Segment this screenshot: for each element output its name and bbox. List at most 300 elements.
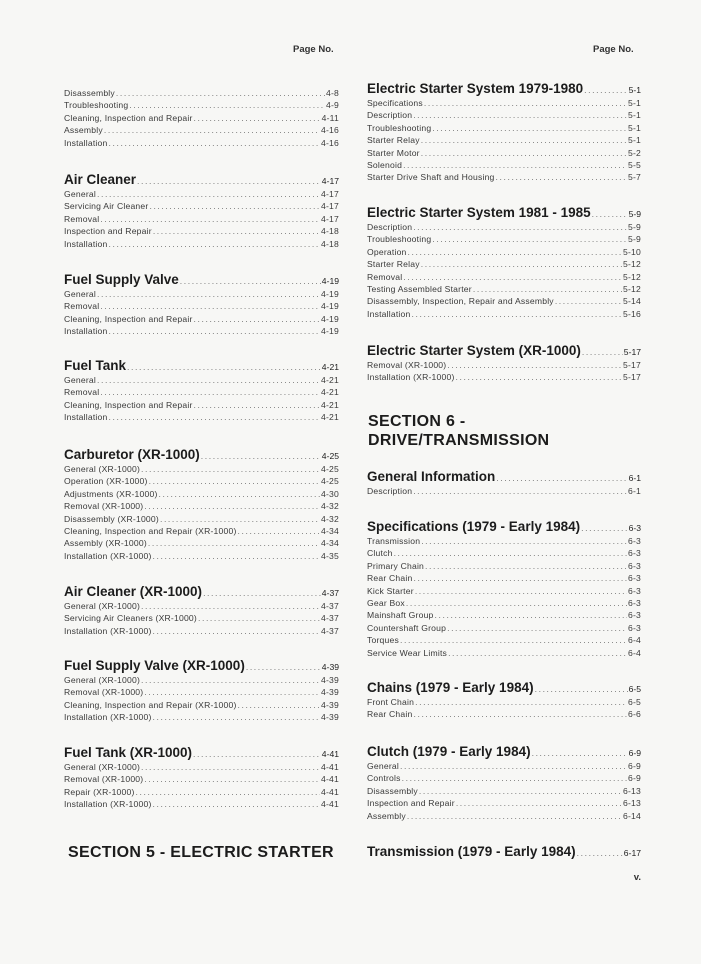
toc-entry[interactable] [367,635,641,647]
toc-entry[interactable] [64,226,339,238]
dot-leader [415,586,627,596]
toc-heading[interactable] [367,205,641,222]
toc-heading-page: 4-37 [321,588,339,598]
toc-entry-page: 4-37 [320,601,339,611]
toc-entry-label: Troubleshooting [367,122,432,133]
dot-leader [448,648,627,658]
toc-entry-label: Removal [367,271,403,282]
toc-entry-label: General [64,189,96,199]
dot-leader [238,526,320,536]
toc-heading-page: 6-3 [628,523,641,533]
toc-entry[interactable] [367,123,641,135]
dot-leader [141,675,320,685]
toc-entry-label: Testing Assembled Starter [367,283,472,294]
toc-entry-label: General [64,375,96,385]
toc-entry[interactable] [64,601,339,613]
toc-entry-page: 4-41 [320,799,339,810]
toc-heading[interactable] [64,658,339,675]
toc-group [64,447,339,563]
toc-entry[interactable] [367,135,641,147]
toc-heading[interactable] [367,844,641,861]
toc-heading[interactable] [367,469,641,486]
toc-entry[interactable] [64,314,339,326]
toc-entry[interactable] [367,259,641,271]
dot-leader [419,786,622,796]
toc-entry-page: 4-30 [320,488,339,499]
dot-leader [408,247,622,257]
toc-entry[interactable] [64,301,339,313]
dot-leader [149,201,320,211]
dot-leader [555,296,622,306]
toc-entry-page: 4-39 [320,687,339,698]
toc-heading[interactable] [64,358,339,375]
dot-leader [159,489,320,499]
toc-group [367,469,641,498]
toc-entry-page: 6-4 [627,647,641,658]
toc-entry-label: Rear Chain [367,573,413,584]
toc-entry-label: Controls [367,773,401,784]
toc-heading-title: Fuel Tank [64,358,127,373]
toc-entry-label: Rear Chain [367,709,413,720]
toc-entry-label: Installation [64,326,108,337]
toc-entry-page: 4-17 [320,189,339,199]
toc-entry-label: Servicing Air Cleaner [64,201,149,212]
toc-heading-title: Air Cleaner [64,172,137,187]
toc-heading-page: 5-9 [628,209,641,219]
dot-leader [238,700,320,710]
toc-entry[interactable] [64,489,339,501]
toc-entry[interactable] [64,799,339,811]
toc-entry[interactable] [64,613,339,625]
toc-entry-label: Cleaning, Inspection and Repair [64,399,193,410]
toc-entry[interactable] [64,100,339,112]
page-no-header-right: Page No. [593,44,634,55]
toc-entry-label: Removal (XR-1000) [64,774,144,785]
toc-entry[interactable] [64,626,339,638]
toc-entry[interactable] [64,712,339,724]
toc-entry[interactable] [367,309,641,321]
dot-leader [180,276,321,286]
toc-entry[interactable] [367,798,641,810]
toc-entry-label: Disassembly, Inspection, Repair and Assembly [367,296,554,307]
toc-entry[interactable] [64,551,339,563]
dot-leader [246,662,321,672]
dot-leader [432,123,627,133]
dot-leader [100,301,320,311]
toc-entry-label: Starter Relay [367,259,420,270]
dot-leader [432,234,627,244]
toc-entry-label: Starter Drive Shaft and Housing [367,172,495,183]
toc-entry[interactable] [64,214,339,226]
dot-leader [424,98,627,108]
dot-leader [104,125,320,135]
dot-leader [400,761,627,771]
toc-entry[interactable] [367,623,641,635]
section-6-title [368,412,549,450]
toc-entry[interactable] [64,138,339,150]
toc-entry[interactable] [64,538,339,550]
toc-entry-page: 5-1 [627,98,641,108]
toc-entry[interactable] [64,762,339,774]
toc-entry-page: 4-19 [320,289,339,299]
toc-entry-page: 5-17 [622,372,641,383]
toc-entry-page: 5-14 [622,296,641,307]
toc-entry-page: 6-9 [627,773,641,784]
dot-leader [194,113,321,123]
toc-entry-label: Adjustments (XR-1000) [64,488,158,499]
toc-heading-page: 4-39 [321,662,339,672]
toc-entry-label: Specifications [367,98,423,108]
toc-entry[interactable] [64,239,339,251]
dot-leader [153,551,320,561]
toc-group [367,519,641,660]
toc-entry-label: Mainshaft Group [367,610,434,621]
toc-entry[interactable] [64,125,339,137]
dot-leader [129,100,325,110]
toc-entry-page: 4-11 [321,112,339,123]
toc-heading-title: Fuel Tank (XR-1000) [64,745,193,760]
toc-entry-label: Assembly (XR-1000) [64,538,147,549]
toc-entry-page: 4-41 [320,762,339,772]
toc-entry-label: Starter Relay [367,135,420,146]
toc-entry-label: Service Wear Limits [367,647,448,658]
toc-entry-page: 5-1 [627,135,641,146]
toc-entry[interactable] [367,98,641,110]
toc-entry-label: Disassembly [64,88,115,98]
toc-entry[interactable] [367,561,641,573]
toc-entry-page: 5-10 [622,246,641,257]
toc-entry-page: 5-5 [627,159,641,170]
dot-leader [413,573,627,583]
toc-entry-label: Troubleshooting [367,234,432,245]
toc-entry-label: Cleaning, Inspection and Repair (XR-1000) [64,699,237,710]
toc-heading[interactable] [64,584,339,601]
toc-entry-page: 4-19 [320,301,339,312]
toc-entry-page: 4-17 [320,213,339,224]
toc-entry-page: 4-39 [320,675,339,685]
toc-heading[interactable] [367,680,641,697]
toc-heading-title: Transmission (1979 - Early 1984) [367,844,576,859]
toc-group [367,343,641,385]
toc-entry-page: 4-18 [320,238,339,249]
toc-entry[interactable] [367,148,641,160]
toc-entry[interactable] [64,326,339,338]
toc-entry-page: 6-13 [622,798,641,809]
dot-leader [97,189,320,199]
toc-heading[interactable] [64,172,339,189]
dot-leader [413,110,627,120]
toc-entry-label: Removal [64,387,100,398]
toc-entry-label: Cleaning, Inspection and Repair [64,313,193,324]
dot-leader [535,684,628,694]
dot-leader [194,400,320,410]
toc-entry-label: Installation (XR-1000) [64,550,152,561]
toc-group [367,680,641,722]
dot-leader [109,239,320,249]
toc-heading-page: 4-21 [321,362,339,372]
toc-entry-label: Installation (XR-1000) [64,712,152,723]
toc-entry[interactable] [367,284,641,296]
toc-entry-label: Installation [64,412,108,423]
toc-heading-page: 6-9 [628,748,641,758]
toc-entry-page: 4-41 [320,774,339,785]
toc-entry-label: Assembly [64,125,103,136]
toc-heading[interactable] [64,272,339,289]
dot-leader [148,538,320,548]
toc-heading[interactable] [64,447,339,464]
toc-entry[interactable] [367,486,641,498]
toc-heading-title: Electric Starter System 1981 - 1985 [367,205,591,220]
toc-entry[interactable] [64,189,339,201]
toc-entry-page: 6-3 [627,573,641,584]
toc-entry-page: 4-21 [320,375,339,385]
toc-heading[interactable] [367,343,641,360]
toc-group [64,172,339,251]
toc-entry-label: Troubleshooting [64,100,129,111]
toc-entry[interactable] [64,774,339,786]
toc-entry[interactable] [64,700,339,712]
toc-entry-label: Assembly [367,810,406,821]
toc-entry-page: 6-6 [627,709,641,720]
toc-entry[interactable] [367,697,641,709]
toc-entry-page: 4-21 [320,412,339,423]
dot-leader [447,623,627,633]
toc-entry-page: 6-4 [627,635,641,646]
dot-leader [153,799,320,809]
toc-entry[interactable] [367,234,641,246]
toc-entry-page: 4-16 [320,125,339,136]
toc-entry-label: Removal (XR-1000) [64,687,144,698]
right-toc-column [367,0,641,964]
toc-group [367,744,641,823]
toc-group [64,272,339,339]
dot-leader [198,613,320,623]
left-toc-column [64,0,339,964]
toc-entry[interactable] [367,372,641,384]
toc-entry-page: 5-9 [627,222,641,232]
toc-entry[interactable] [367,272,641,284]
toc-entry-page: 5-1 [627,110,641,121]
toc-heading-page: 4-25 [321,451,339,461]
toc-entry[interactable] [367,160,641,172]
toc-group [64,88,339,150]
toc-heading[interactable] [367,744,641,761]
toc-heading-title: Fuel Supply Valve [64,272,179,287]
toc-entry-label: Primary Chain [367,560,425,571]
dot-leader [456,372,622,382]
toc-entry[interactable] [367,773,641,785]
dot-leader [144,687,320,697]
toc-entry[interactable] [367,598,641,610]
dot-leader [577,848,623,858]
toc-heading-page: 6-17 [623,848,641,858]
dot-leader [584,85,627,95]
toc-entry[interactable] [64,88,339,100]
dot-leader [415,697,627,707]
toc-entry-label: General (XR-1000) [64,675,141,685]
toc-entry-label: Kick Starter [367,585,414,596]
toc-heading-title: Chains (1979 - Early 1984) [367,680,534,695]
dot-leader [201,451,321,461]
toc-entry-page: 4-17 [320,201,339,212]
toc-entry-page: 5-12 [622,271,641,282]
toc-entry-label: Inspection and Repair [367,798,455,809]
toc-entry[interactable] [64,201,339,213]
toc-entry[interactable] [64,526,339,538]
toc-entry[interactable] [64,387,339,399]
dot-leader [193,749,321,759]
toc-entry[interactable] [367,360,641,372]
toc-entry-page: 4-19 [320,313,339,324]
dot-leader [153,226,320,236]
dot-leader [149,476,320,486]
toc-entry[interactable] [64,501,339,513]
toc-entry-label: General (XR-1000) [64,601,141,611]
dot-leader [421,148,627,158]
toc-entry[interactable] [367,786,641,798]
toc-entry-page: 5-17 [622,360,641,370]
dot-leader [496,172,627,182]
toc-entry-page: 4-35 [320,550,339,561]
toc-entry[interactable] [367,172,641,184]
toc-entry-page: 4-39 [320,699,339,710]
toc-entry-page: 6-3 [627,597,641,608]
toc-heading-page: 4-41 [321,749,339,759]
dot-leader [406,598,627,608]
toc-entry-label: Solenoid [367,159,403,170]
dot-leader [153,626,320,636]
toc-entry-label: Description [367,110,413,121]
toc-entry-label: Installation (XR-1000) [64,625,152,636]
toc-entry-page: 5-1 [627,122,641,133]
toc-entry-page: 4-8 [325,88,339,98]
toc-entry-label: General (XR-1000) [64,464,141,474]
toc-entry-page: 4-37 [320,613,339,624]
toc-entry[interactable] [367,222,641,234]
toc-entry-label: Installation [64,137,108,148]
dot-leader [413,486,627,496]
dot-leader [400,635,627,645]
dot-leader [421,536,627,546]
toc-entry-page: 6-3 [627,560,641,571]
toc-group [64,584,339,638]
dot-leader [496,473,627,483]
toc-entry-page: 4-32 [320,501,339,512]
toc-entry-label: Operation [367,246,407,257]
toc-entry[interactable] [367,761,641,773]
dot-leader [127,362,321,372]
toc-heading[interactable] [367,81,641,98]
toc-heading-title: Clutch (1979 - Early 1984) [367,744,531,759]
toc-entry[interactable] [64,514,339,526]
dot-leader [97,289,320,299]
toc-entry[interactable] [64,464,339,476]
toc-entry[interactable] [64,412,339,424]
toc-entry-page: 4-34 [320,538,339,549]
toc-entry-label: Disassembly (XR-1000) [64,513,159,524]
toc-entry-label: Cleaning, Inspection and Repair (XR-1000) [64,525,237,536]
toc-entry[interactable] [64,675,339,687]
toc-heading-title: Specifications (1979 - Early 1984) [367,519,581,534]
toc-entry[interactable] [367,610,641,622]
toc-entry[interactable] [367,548,641,560]
toc-entry[interactable] [64,476,339,488]
toc-entry[interactable] [367,586,641,598]
toc-entry-page: 6-1 [627,486,641,496]
toc-entry[interactable] [367,110,641,122]
toc-entry-page: 6-3 [627,548,641,559]
toc-entry[interactable] [64,687,339,699]
dot-leader [592,209,628,219]
toc-entry-page: 4-25 [320,476,339,487]
toc-entry-page: 6-14 [622,810,641,821]
dot-leader [141,464,320,474]
toc-entry-page: 4-9 [325,100,339,111]
toc-entry[interactable] [64,787,339,799]
toc-entry-label: Removal [64,213,100,224]
toc-entry-page: 6-13 [622,785,641,796]
dot-leader [394,548,627,558]
toc-group [367,205,641,321]
toc-entry[interactable] [367,536,641,548]
section-5-title: SECTION 5 - ELECTRIC STARTER [68,844,334,861]
toc-entry-page: 6-5 [627,697,641,707]
toc-entry[interactable] [367,648,641,660]
toc-entry-label: Removal (XR-1000) [367,360,447,370]
dot-leader [473,284,622,294]
toc-entry[interactable] [367,811,641,823]
toc-entry-label: Description [367,486,413,496]
toc-heading[interactable] [64,745,339,762]
toc-entry[interactable] [367,709,641,721]
toc-entry-label: Front Chain [367,697,415,707]
toc-heading-title: Electric Starter System (XR-1000) [367,343,581,358]
toc-heading-page: 6-1 [628,473,641,483]
toc-group [64,745,339,812]
dot-leader [141,601,320,611]
dot-leader [141,762,320,772]
toc-entry-label: Installation [64,238,108,249]
dot-leader [447,360,622,370]
toc-entry-page: 5-2 [627,147,641,158]
toc-heading-title: Electric Starter System 1979-1980 [367,81,584,96]
toc-entry-label: Transmission [367,536,421,546]
toc-entry[interactable] [64,289,339,301]
toc-entry-label: Removal [64,301,100,312]
toc-heading-title: Air Cleaner (XR-1000) [64,584,203,599]
toc-entry-label: Removal (XR-1000) [64,501,144,512]
toc-entry[interactable] [367,573,641,585]
toc-heading-page: 6-5 [628,684,641,694]
toc-heading-page: 5-1 [628,85,641,95]
toc-entry-page: 4-39 [320,712,339,723]
toc-entry-page: 4-37 [320,625,339,636]
toc-heading[interactable] [367,519,641,536]
toc-entry[interactable] [64,375,339,387]
toc-entry-label: Installation (XR-1000) [64,799,152,810]
toc-entry[interactable] [367,247,641,259]
dot-leader [425,561,627,571]
toc-entry[interactable] [64,113,339,125]
toc-entry-page: 4-41 [320,786,339,797]
toc-group [367,81,641,185]
toc-entry[interactable] [64,400,339,412]
toc-entry[interactable] [367,296,641,308]
toc-entry-page: 5-12 [622,283,641,294]
toc-entry-label: Clutch [367,548,393,559]
dot-leader [203,588,321,598]
dot-leader [407,811,622,821]
